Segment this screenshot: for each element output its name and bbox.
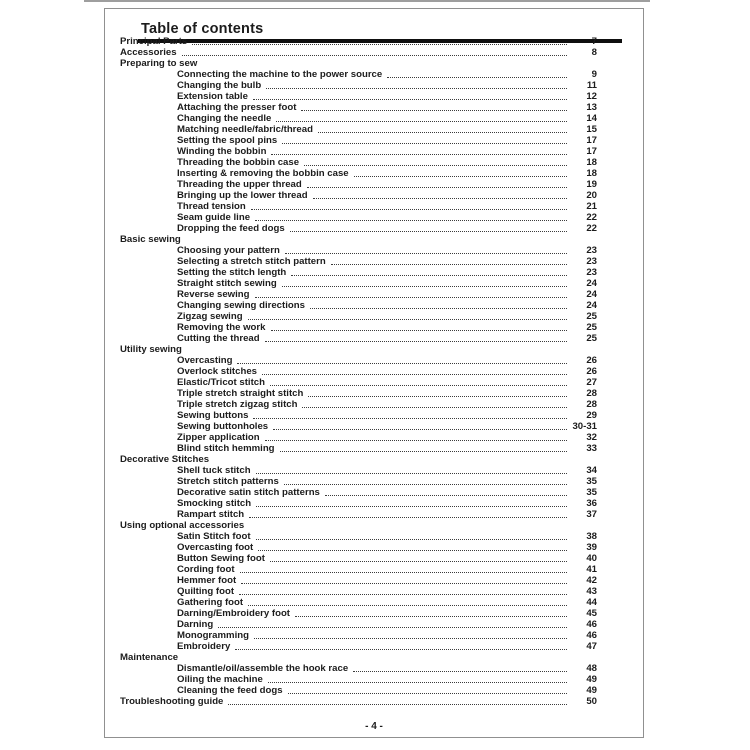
toc-entry-label: Maintenance	[120, 652, 179, 663]
toc-entry-page: 20	[586, 190, 597, 201]
dot-leader	[271, 146, 567, 155]
toc-entry-page: 37	[586, 509, 597, 520]
dot-leader	[302, 399, 567, 408]
toc-section-header	[105, 454, 597, 465]
toc-section-header	[105, 58, 597, 69]
toc-entry-page: 38	[586, 531, 597, 542]
toc-entry	[105, 443, 597, 454]
toc-entry-page: 42	[586, 575, 597, 586]
toc-entry-label: Zipper application	[177, 432, 260, 443]
scan-edge-artifact	[84, 0, 650, 2]
toc-entry-page: 50	[586, 696, 597, 707]
toc-entry-page: 8	[591, 47, 597, 58]
dot-leader	[273, 421, 567, 430]
dot-leader	[265, 432, 567, 441]
toc-entry-page: 39	[586, 542, 597, 553]
toc-entry-label: Overcasting	[177, 355, 233, 366]
toc-entry	[105, 465, 597, 476]
toc-entry-label: Gathering foot	[177, 597, 244, 608]
toc-entry	[105, 586, 597, 597]
toc-entry-page: 14	[586, 113, 597, 124]
toc-entry-page: 21	[586, 201, 597, 212]
page-number-footer: - 4 -	[365, 721, 383, 732]
dot-leader	[282, 278, 567, 287]
toc-entry-page: 7	[591, 36, 597, 47]
toc-entry-label: Setting the spool pins	[177, 135, 278, 146]
toc-entry-page: 24	[586, 278, 597, 289]
toc-entry-label: Seam guide line	[177, 212, 251, 223]
toc-entry	[105, 190, 597, 201]
toc-entry-page: 23	[586, 245, 597, 256]
toc-entry-page: 47	[586, 641, 597, 652]
dot-leader	[354, 168, 567, 177]
dot-leader	[237, 355, 567, 364]
toc-entry-label: Changing sewing directions	[177, 300, 305, 311]
toc-entry-label: Sewing buttonholes	[177, 421, 269, 432]
toc-entry	[105, 245, 597, 256]
toc-entry-label: Connecting the machine to the power source	[177, 69, 383, 80]
toc-entry	[105, 410, 597, 421]
dot-leader	[282, 135, 567, 144]
toc-entry	[105, 102, 597, 113]
toc-section-header	[105, 520, 597, 531]
toc-entry	[105, 575, 597, 586]
toc-entry	[105, 696, 597, 707]
page-border	[104, 8, 644, 738]
toc-entry	[105, 509, 597, 520]
dot-leader	[308, 388, 567, 397]
toc-entry-page: 23	[586, 256, 597, 267]
toc-entry-label: Utility sewing	[120, 344, 182, 355]
toc-entry-page: 40	[586, 553, 597, 564]
dot-leader	[353, 663, 567, 672]
toc-entry-label: Oiling the machine	[177, 674, 263, 685]
dot-leader	[256, 465, 567, 474]
dot-leader	[284, 476, 567, 485]
toc-entry	[105, 377, 597, 388]
dot-leader	[295, 608, 567, 617]
toc-entry-page: 15	[586, 124, 597, 135]
dot-leader	[182, 47, 567, 56]
dot-leader	[255, 212, 567, 221]
toc-entry-page: 13	[586, 102, 597, 113]
toc-entry-label: Triple stretch zigzag stitch	[177, 399, 298, 410]
toc-entry-label: Triple stretch straight stitch	[177, 388, 304, 399]
toc-entry-label: Bringing up the lower thread	[177, 190, 308, 201]
toc-entry	[105, 366, 597, 377]
toc-entry-page: 11	[586, 80, 597, 91]
toc-entry-label: Overcasting foot	[177, 542, 254, 553]
toc-entry-page: 25	[586, 322, 597, 333]
toc-entry	[105, 223, 597, 234]
dot-leader	[251, 201, 567, 210]
toc-entry-label: Changing the bulb	[177, 80, 262, 91]
toc-entry-page: 41	[586, 564, 597, 575]
toc-entry-label: Blind stitch hemming	[177, 443, 275, 454]
toc-entry-label: Reverse sewing	[177, 289, 250, 300]
dot-leader	[218, 619, 567, 628]
toc-entry	[105, 47, 597, 58]
dot-leader	[318, 124, 567, 133]
toc-entry	[105, 80, 597, 91]
toc-entry-label: Darning	[177, 619, 214, 630]
toc-entry-label: Quilting foot	[177, 586, 235, 597]
toc-entry-page: 26	[586, 366, 597, 377]
dot-leader	[255, 289, 567, 298]
toc-entry	[105, 333, 597, 344]
toc-entry	[105, 663, 597, 674]
toc-entry	[105, 267, 597, 278]
toc-entry-page: 34	[586, 465, 597, 476]
dot-leader	[270, 377, 567, 386]
toc-entry-label: Overlock stitches	[177, 366, 257, 377]
toc-entry-page: 30-31	[572, 421, 597, 432]
toc-entry	[105, 289, 597, 300]
toc-entry	[105, 685, 597, 696]
toc-entry-page: 9	[591, 69, 597, 80]
dot-leader	[248, 311, 567, 320]
toc-entry-page: 25	[586, 333, 597, 344]
toc-entry	[105, 531, 597, 542]
toc-entry-label: Dismantle/oil/assemble the hook race	[177, 663, 349, 674]
dot-leader	[325, 487, 567, 496]
toc-entry-label: Removing the work	[177, 322, 266, 333]
toc-entry-page: 48	[586, 663, 597, 674]
dot-leader	[239, 586, 567, 595]
toc-section-header	[105, 344, 597, 355]
dot-leader	[228, 696, 567, 705]
dot-leader	[192, 36, 567, 45]
dot-leader	[254, 630, 567, 639]
toc-entry-page: 45	[586, 608, 597, 619]
toc-entry-page: 35	[586, 476, 597, 487]
toc-entry	[105, 212, 597, 223]
toc-entry-page: 28	[586, 388, 597, 399]
toc-entry-label: Selecting a stretch stitch pattern	[177, 256, 326, 267]
toc-entry	[105, 421, 597, 432]
toc-entry-page: 18	[586, 168, 597, 179]
dot-leader	[235, 641, 567, 650]
toc-entry-label: Cutting the thread	[177, 333, 260, 344]
toc-entry-label: Shell tuck stitch	[177, 465, 251, 476]
toc-entry-label: Decorative satin stitch patterns	[177, 487, 320, 498]
toc-entry	[105, 542, 597, 553]
toc-entry-label: Choosing your pattern	[177, 245, 280, 256]
toc-entry	[105, 619, 597, 630]
toc-entry	[105, 168, 597, 179]
toc-entry-label: Button Sewing foot	[177, 553, 265, 564]
dot-leader	[240, 564, 567, 573]
toc-entry-label: Threading the bobbin case	[177, 157, 300, 168]
toc-entry	[105, 69, 597, 80]
toc-entry	[105, 355, 597, 366]
toc-entry-page: 44	[586, 597, 597, 608]
toc-entry	[105, 113, 597, 124]
dot-leader	[301, 102, 567, 111]
dot-leader	[253, 410, 567, 419]
toc-entry-label: Cording foot	[177, 564, 235, 575]
toc-entry-label: Zigzag sewing	[177, 311, 243, 322]
toc-entry	[105, 135, 597, 146]
dot-leader	[307, 179, 567, 188]
toc-entry	[105, 311, 597, 322]
toc-entry	[105, 300, 597, 311]
toc-entry-label: Hemmer foot	[177, 575, 237, 586]
toc-entry-label: Basic sewing	[120, 234, 181, 245]
toc-entry-label: Straight stitch sewing	[177, 278, 277, 289]
toc-entry	[105, 388, 597, 399]
toc-entry	[105, 432, 597, 443]
dot-leader	[266, 80, 567, 89]
toc-entry-page: 46	[586, 630, 597, 641]
dot-leader	[270, 553, 567, 562]
dot-leader	[285, 245, 567, 254]
toc-entry-label: Smocking stitch	[177, 498, 252, 509]
toc-entry	[105, 124, 597, 135]
toc-entry-page: 23	[586, 267, 597, 278]
toc-entry-page: 29	[586, 410, 597, 421]
toc-entry	[105, 91, 597, 102]
toc-entry-page: 46	[586, 619, 597, 630]
toc-entry	[105, 278, 597, 289]
toc-entry-label: Embroidery	[177, 641, 231, 652]
toc-entry-page: 49	[586, 685, 597, 696]
dot-leader	[268, 674, 567, 683]
toc-section-header	[105, 234, 597, 245]
toc-entry-label: Thread tension	[177, 201, 246, 212]
toc-entry	[105, 498, 597, 509]
toc-entry-page: 35	[586, 487, 597, 498]
toc-entry-label: Accessories	[120, 47, 177, 58]
toc-entry-label: Attaching the presser foot	[177, 102, 297, 113]
dot-leader	[290, 223, 567, 232]
toc-entry-label: Sewing buttons	[177, 410, 249, 421]
dot-leader	[248, 597, 567, 606]
toc-entry	[105, 564, 597, 575]
toc-entry	[105, 146, 597, 157]
toc-entry-label: Cleaning the feed dogs	[177, 685, 283, 696]
dot-leader	[276, 113, 567, 122]
dot-leader	[265, 333, 567, 342]
toc-entry-page: 24	[586, 289, 597, 300]
toc-entry-label: Winding the bobbin	[177, 146, 267, 157]
toc-entry-label: Changing the needle	[177, 113, 272, 124]
toc-entry-label: Using optional accessories	[120, 520, 245, 531]
dot-leader	[280, 443, 567, 452]
dot-leader	[313, 190, 567, 199]
toc-entry	[105, 256, 597, 267]
toc-entry	[105, 476, 597, 487]
toc-entry-page: 19	[586, 179, 597, 190]
toc-entry	[105, 322, 597, 333]
toc-entry-label: Inserting & removing the bobbin case	[177, 168, 349, 179]
toc-entry	[105, 553, 597, 564]
table-of-contents-list	[105, 36, 597, 707]
toc-entry-label: Principal Parts	[120, 36, 188, 47]
dot-leader	[271, 322, 568, 331]
dot-leader	[258, 542, 567, 551]
toc-entry	[105, 179, 597, 190]
dot-leader	[256, 531, 567, 540]
toc-entry-page: 43	[586, 586, 597, 597]
toc-entry-page: 25	[586, 311, 597, 322]
toc-entry	[105, 157, 597, 168]
toc-entry-label: Decorative Stitches	[120, 454, 210, 465]
toc-entry	[105, 597, 597, 608]
toc-entry-label: Troubleshooting guide	[120, 696, 224, 707]
toc-entry	[105, 399, 597, 410]
toc-entry	[105, 674, 597, 685]
toc-entry-page: 26	[586, 355, 597, 366]
toc-entry-page: 22	[586, 223, 597, 234]
dot-leader	[291, 267, 567, 276]
toc-section-header	[105, 652, 597, 663]
toc-entry-page: 17	[586, 135, 597, 146]
toc-entry-page: 17	[586, 146, 597, 157]
toc-entry	[105, 487, 597, 498]
toc-entry-label: Matching needle/fabric/thread	[177, 124, 313, 135]
toc-entry-label: Extension table	[177, 91, 248, 102]
toc-entry	[105, 36, 597, 47]
toc-entry-label: Stretch stitch patterns	[177, 476, 279, 487]
toc-entry-label: Preparing to sew	[120, 58, 198, 69]
toc-entry-label: Rampart stitch	[177, 509, 245, 520]
toc-entry-page: 24	[586, 300, 597, 311]
dot-leader	[288, 685, 567, 694]
toc-entry-page: 28	[586, 399, 597, 410]
dot-leader	[253, 91, 567, 100]
toc-entry-page: 36	[586, 498, 597, 509]
toc-entry-label: Threading the upper thread	[177, 179, 302, 190]
toc-entry	[105, 630, 597, 641]
toc-entry-label: Darning/Embroidery foot	[177, 608, 290, 619]
dot-leader	[331, 256, 567, 265]
toc-entry-page: 12	[586, 91, 597, 102]
toc-entry	[105, 608, 597, 619]
toc-entry-page: 27	[586, 377, 597, 388]
toc-entry-page: 49	[586, 674, 597, 685]
toc-entry-page: 32	[586, 432, 597, 443]
dot-leader	[262, 366, 567, 375]
dot-leader	[241, 575, 567, 584]
toc-entry-label: Satin Stitch foot	[177, 531, 251, 542]
toc-entry-page: 18	[586, 157, 597, 168]
toc-entry-label: Monogramming	[177, 630, 249, 641]
dot-leader	[310, 300, 567, 309]
toc-entry	[105, 641, 597, 652]
toc-entry-page: 33	[586, 443, 597, 454]
toc-entry-label: Dropping the feed dogs	[177, 223, 285, 234]
toc-entry-label: Elastic/Tricot stitch	[177, 377, 265, 388]
dot-leader	[256, 498, 567, 507]
dot-leader	[249, 509, 567, 518]
toc-entry-page: 22	[586, 212, 597, 223]
toc-entry	[105, 201, 597, 212]
dot-leader	[387, 69, 567, 78]
page-title: Table of contents	[141, 21, 264, 37]
toc-entry-label: Setting the stitch length	[177, 267, 287, 278]
dot-leader	[304, 157, 567, 166]
